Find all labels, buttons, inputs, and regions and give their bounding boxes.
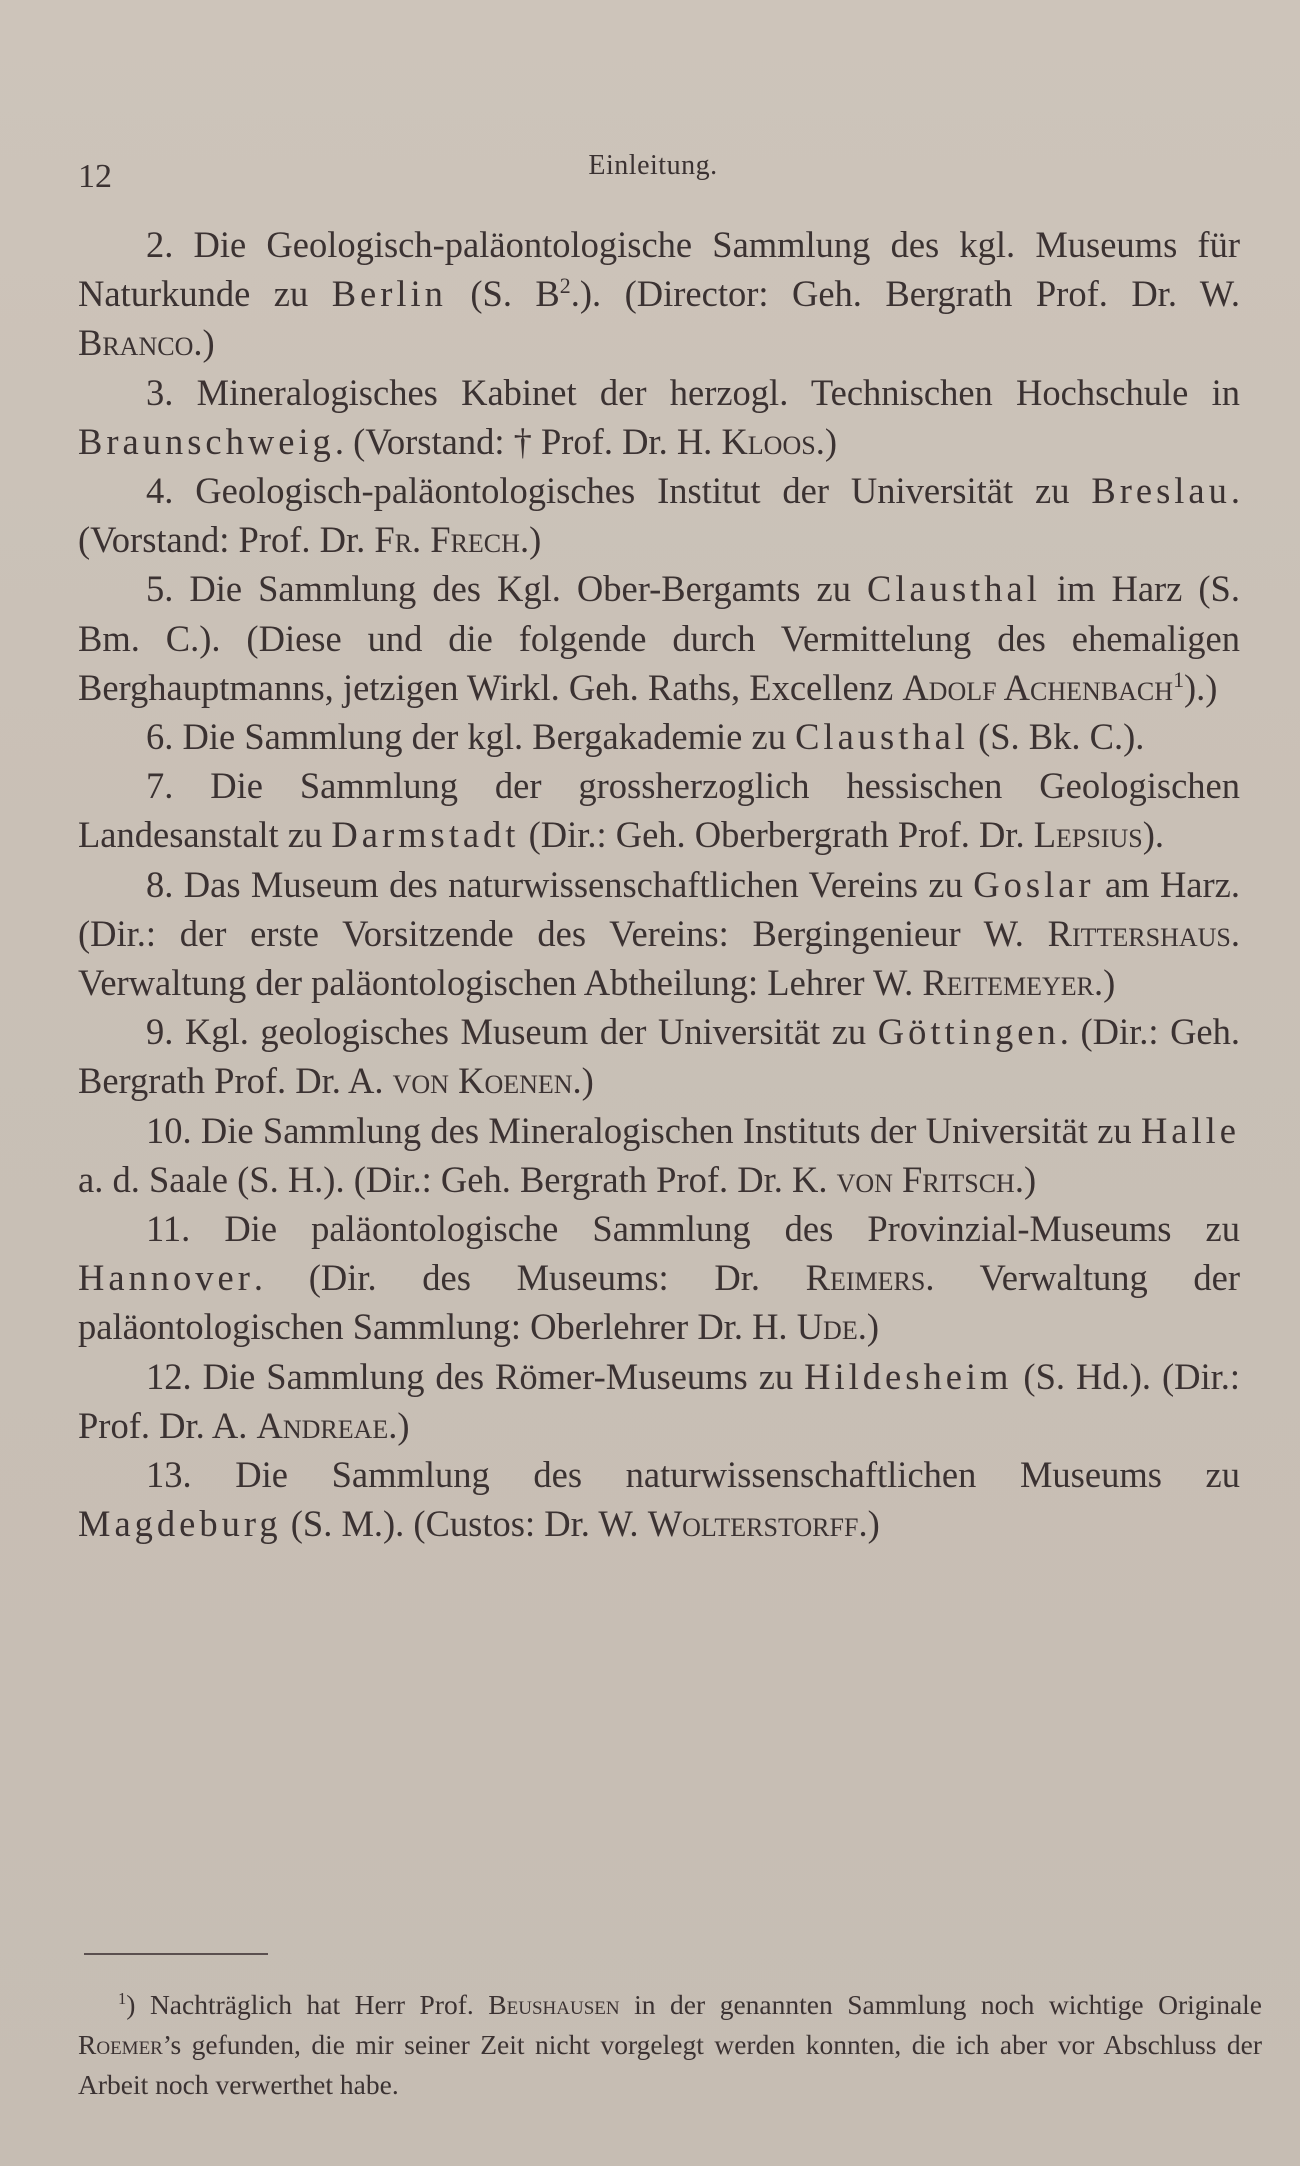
entry-text: . (Dir. des Museums: Dr. bbox=[253, 1257, 806, 1299]
city-name: Göttingen bbox=[877, 1011, 1060, 1053]
entry-text: 7. Die Sammlung der grossherzoglich hessischen Geologischen Landesanstalt zu bbox=[78, 765, 1240, 856]
footnote-text: ’s gefunden, die mir seiner Zeit nicht vorgelegt werden konnten, die ich aber vor Abschluss der Arbeit noch verwerthet habe. bbox=[78, 2029, 1262, 2100]
city-name: Hannover bbox=[78, 1257, 254, 1299]
entry-text: 2. Die Geologisch-paläontologische Sammlung des kgl. Museums für Naturkunde zu bbox=[78, 224, 1240, 315]
list-item bbox=[78, 1106, 1240, 1204]
entry-text: 12. Die Sammlung des Römer-Museums zu bbox=[146, 1355, 805, 1397]
entry-text: . (Dir.: Geh. Bergrath Prof. Dr. A. bbox=[78, 1011, 1241, 1102]
person-name: Adolf Achenbach bbox=[902, 666, 1174, 708]
person-name: Roemer bbox=[78, 2029, 163, 2060]
city-name: Clausthal bbox=[867, 568, 1041, 610]
list-item bbox=[78, 1007, 1240, 1105]
entry-text: 3. Mineralogisches Kabinet der herzogl. Technischen Hochschule in bbox=[146, 371, 1240, 413]
entry-text: .) bbox=[857, 1306, 879, 1348]
entry-text: 6. Die Sammlung der kgl. Bergakademie zu bbox=[146, 716, 796, 758]
person-name: Wolterstorff bbox=[647, 1503, 859, 1545]
entry-text: 9. Kgl. geologisches Museum der Universität zu bbox=[146, 1011, 878, 1053]
entry-text: . (Vorstand: Prof. Dr. bbox=[78, 470, 1240, 561]
list-item bbox=[78, 466, 1240, 564]
entry-text: .) bbox=[519, 519, 542, 561]
footnote bbox=[78, 1985, 1262, 2105]
entry-text: . (Vorstand: † Prof. Dr. H. bbox=[334, 420, 722, 462]
entry-text: im Harz (S. Bm. C.). (Diese und die folgende durch Vermittelung des ehemaligen Berghauptmanns, jetzigen Wirkl. Geh. Raths, Excellenz bbox=[78, 568, 1240, 708]
person-name: Rittershaus bbox=[1047, 912, 1231, 954]
city-name: Berlin bbox=[331, 273, 447, 315]
city-name: Halle bbox=[1140, 1109, 1240, 1151]
entry-text: 10. Die Sammlung des Mineralogischen Instituts der Universität zu bbox=[146, 1109, 1141, 1151]
list-item bbox=[78, 220, 1240, 368]
entry-text: (S. Hd.). (Dir.: Prof. Dr. A. bbox=[78, 1355, 1241, 1446]
list-item bbox=[78, 1204, 1240, 1352]
entry-text: 5. Die Sammlung des Kgl. Ober-Bergamts zu bbox=[146, 568, 868, 610]
list-item bbox=[78, 368, 1240, 466]
entry-text: (S. Bk. C.). bbox=[968, 716, 1145, 758]
entry-text: .) bbox=[572, 1060, 594, 1102]
footnote-divider bbox=[84, 1953, 268, 1955]
list-item bbox=[78, 1450, 1240, 1548]
person-name: Reimers bbox=[805, 1257, 926, 1299]
list-item bbox=[78, 564, 1240, 712]
entry-text: .) bbox=[1094, 962, 1116, 1004]
entry-text: 13. Die Sammlung des naturwissenschaftlichen Museums zu bbox=[146, 1454, 1240, 1496]
superscript: 2 bbox=[559, 273, 571, 299]
city-name: Magdeburg bbox=[78, 1503, 282, 1545]
person-name: Fr. Frech bbox=[374, 519, 520, 561]
person-name: Andreae bbox=[256, 1404, 389, 1446]
person-name: von Fritsch bbox=[836, 1158, 1015, 1200]
entry-text: ). bbox=[1142, 814, 1164, 856]
page-header bbox=[78, 150, 1228, 200]
entry-text: 11. Die paläontologische Sammlung des Provinzial-Museums zu bbox=[146, 1208, 1240, 1250]
city-name: Goslar bbox=[973, 863, 1095, 905]
entry-text: (Dir.: Geh. Oberbergrath Prof. Dr. bbox=[519, 814, 1034, 856]
entry-text: am Harz. (Dir.: der erste Vorsitzende des Vereins: Bergingenieur W. bbox=[78, 863, 1240, 954]
list-item bbox=[78, 761, 1240, 859]
entry-text: (S. B bbox=[446, 273, 560, 315]
entry-text: .) bbox=[1014, 1158, 1037, 1200]
running-head: Einleitung. bbox=[588, 150, 718, 181]
person-name: Lepsius bbox=[1033, 814, 1143, 856]
entry-text: .) bbox=[193, 322, 215, 364]
city-name: Hildesheim bbox=[804, 1355, 1013, 1397]
city-name: Braunschweig bbox=[78, 420, 335, 462]
person-name: Reitemeyer bbox=[922, 962, 1095, 1004]
list-item bbox=[78, 1352, 1240, 1450]
entry-text: (S. M.). (Custos: Dr. W. bbox=[281, 1503, 648, 1545]
entry-text: . Verwaltung der paläontologischen Sammlung: Oberlehrer Dr. H. bbox=[78, 1257, 1240, 1348]
entry-text: .) bbox=[388, 1404, 410, 1446]
city-name: Darmstadt bbox=[331, 814, 520, 856]
entry-text: .) bbox=[858, 1503, 880, 1545]
footnote-text: ) Nachträglich hat Herr Prof. bbox=[126, 1989, 489, 2020]
footnote-marker: 1 bbox=[1173, 666, 1185, 692]
entry-text: 4. Geologisch-paläontologisches Institut der Universität zu bbox=[146, 470, 1092, 512]
footnote-text: in der genannten Sammlung noch wichtige Originale bbox=[619, 1989, 1262, 2020]
person-name: Ude bbox=[796, 1306, 858, 1348]
entry-text: a. d. Saale (S. H.). (Dir.: Geh. Bergrath Prof. Dr. K. bbox=[78, 1158, 837, 1200]
list-item bbox=[78, 860, 1240, 1008]
entry-text: .) bbox=[815, 420, 837, 462]
list-item bbox=[78, 712, 1240, 761]
person-name: Kloos bbox=[721, 420, 816, 462]
page-number: 12 bbox=[78, 158, 112, 195]
collection-list bbox=[78, 220, 1240, 1548]
person-name: Beushausen bbox=[488, 1989, 620, 2020]
entry-text: 8. Das Museum des naturwissenschaftlichen Vereins zu bbox=[146, 863, 974, 905]
entry-text: .). (Director: Geh. Bergrath Prof. Dr. W. bbox=[570, 273, 1240, 315]
footnote-marker: 1 bbox=[118, 1988, 127, 2008]
entry-text: . Verwaltung der paläontologischen Abtheilung: Lehrer W. bbox=[78, 912, 1240, 1004]
city-name: Breslau bbox=[1091, 470, 1231, 512]
entry-text: ).) bbox=[1184, 666, 1218, 708]
city-name: Clausthal bbox=[795, 716, 969, 758]
person-name: Branco bbox=[78, 322, 194, 364]
person-name: von Koenen bbox=[392, 1060, 573, 1102]
